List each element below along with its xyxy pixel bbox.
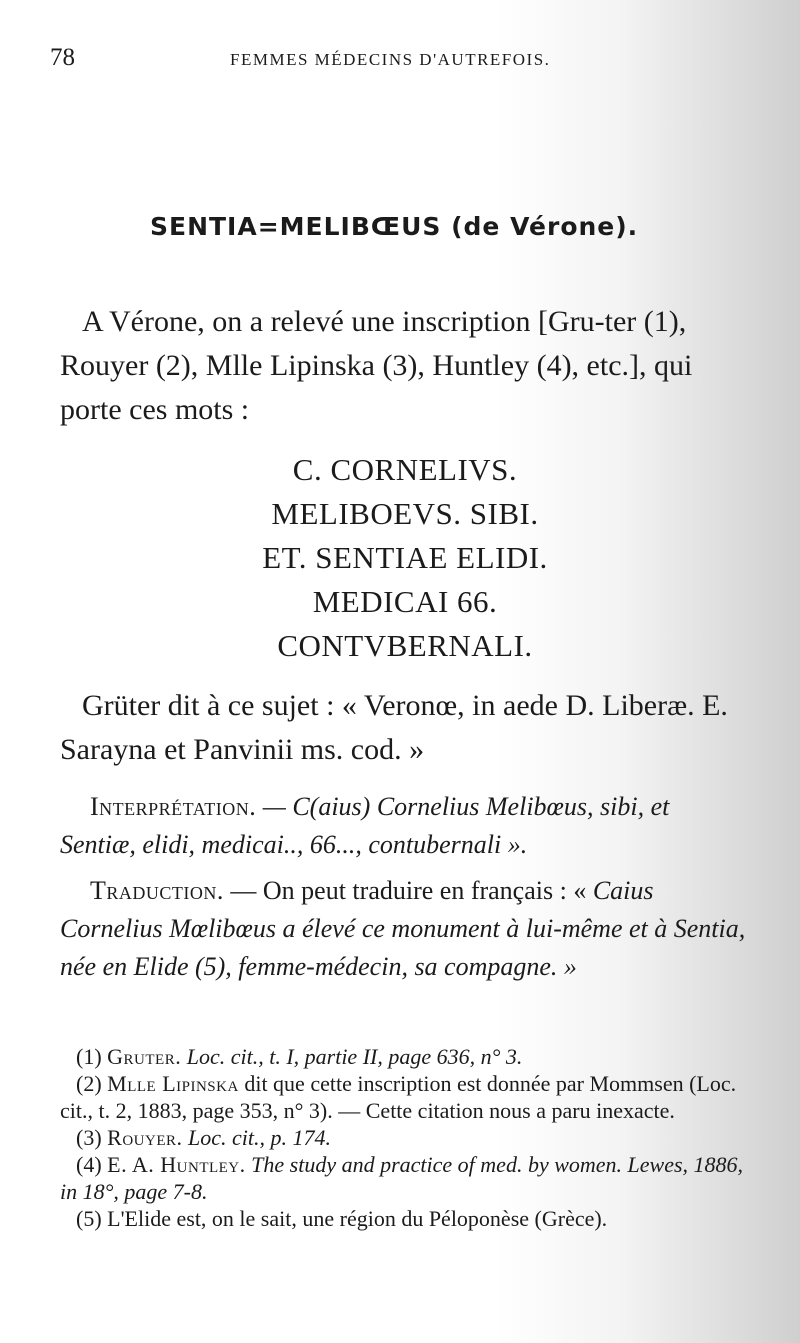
footnote-author: Mlle Lipinska (107, 1071, 239, 1096)
footnote (60, 1043, 750, 1070)
section-heading: SENTIA=MELIBŒUS (de Vérone). (150, 212, 639, 241)
footnote-number: (4) (76, 1152, 102, 1177)
footnote-text: Loc. cit., p. 174. (188, 1125, 331, 1150)
intro-text: A Vérone, on a relevé une inscription [Gru-ter (1), Rouyer (2), Mlle Lipinska (3), Huntley (4), etc.], qui porte ces mots : (60, 305, 693, 426)
footnote-author: Gruter. (107, 1044, 182, 1069)
footnote-number: (3) (76, 1125, 102, 1150)
traduction-paragraph (60, 872, 750, 986)
page-header (50, 44, 740, 74)
footnote (60, 1205, 750, 1232)
footnote-number: (5) (76, 1206, 102, 1231)
inscription-line: CONTVBERNALI. (277, 628, 533, 663)
inscription-line: ET. SENTIAE ELIDI. (262, 540, 548, 575)
footnote-number: (2) (76, 1071, 102, 1096)
page-number: 78 (50, 44, 75, 71)
inscription-line: MELIBOEVS. SIBI. (271, 496, 539, 531)
inscription-block (60, 448, 750, 668)
footnote (60, 1124, 750, 1151)
footnote-text: The study and practice of med. by women. Lewes, 1886, in 18°, page 7-8. (60, 1152, 744, 1204)
footnote-text: dit que cette inscription est donnée par Mommsen (Loc. cit., t. 2, 1883, page 353, n° 3). — Cette citation nous a paru inexacte. (60, 1071, 737, 1123)
gruter-text: Grüter dit à ce sujet : « Veronœ, in aede D. Liberæ. E. Sarayna et Panvinii ms. cod. » (60, 689, 728, 766)
intro-paragraph (60, 300, 750, 432)
footnote-text: Loc. cit., t. I, partie II, page 636, n° 3. (186, 1044, 523, 1069)
running-title: FEMMES MÉDECINS D'AUTREFOIS. (230, 50, 551, 69)
interpretation-label: Interprétation. (90, 792, 257, 821)
footnote-text: L'Elide est, on le sait, une région du Péloponèse (Grèce). (107, 1206, 608, 1231)
inscription-line: C. CORNELIVS. (292, 452, 518, 487)
footnote-number: (1) (76, 1044, 102, 1069)
traduction-text: Caius Cornelius Mœlibœus a élevé ce monument à lui-même et à Sentia, née en Elide (5), femme-médecin, sa compagne. » (60, 876, 746, 981)
inscription-line: MEDICAI 66. (312, 584, 498, 619)
traduction-lead: — On peut traduire en français : « (230, 876, 587, 905)
footnote-author: E. A. Huntley. (107, 1152, 246, 1177)
interpretation-text: — C(aius) Cornelius Melibœus, sibi, et Sentiæ, elidi, medicai.., 66..., contubernali ». (60, 792, 670, 859)
footnote-author: Rouyer. (107, 1125, 183, 1150)
gruter-paragraph (60, 684, 750, 772)
interpretation-paragraph (60, 788, 750, 864)
footnote (60, 1151, 750, 1205)
footnote (60, 1070, 750, 1124)
traduction-label: Traduction. (90, 876, 224, 905)
footnotes (60, 1043, 750, 1232)
